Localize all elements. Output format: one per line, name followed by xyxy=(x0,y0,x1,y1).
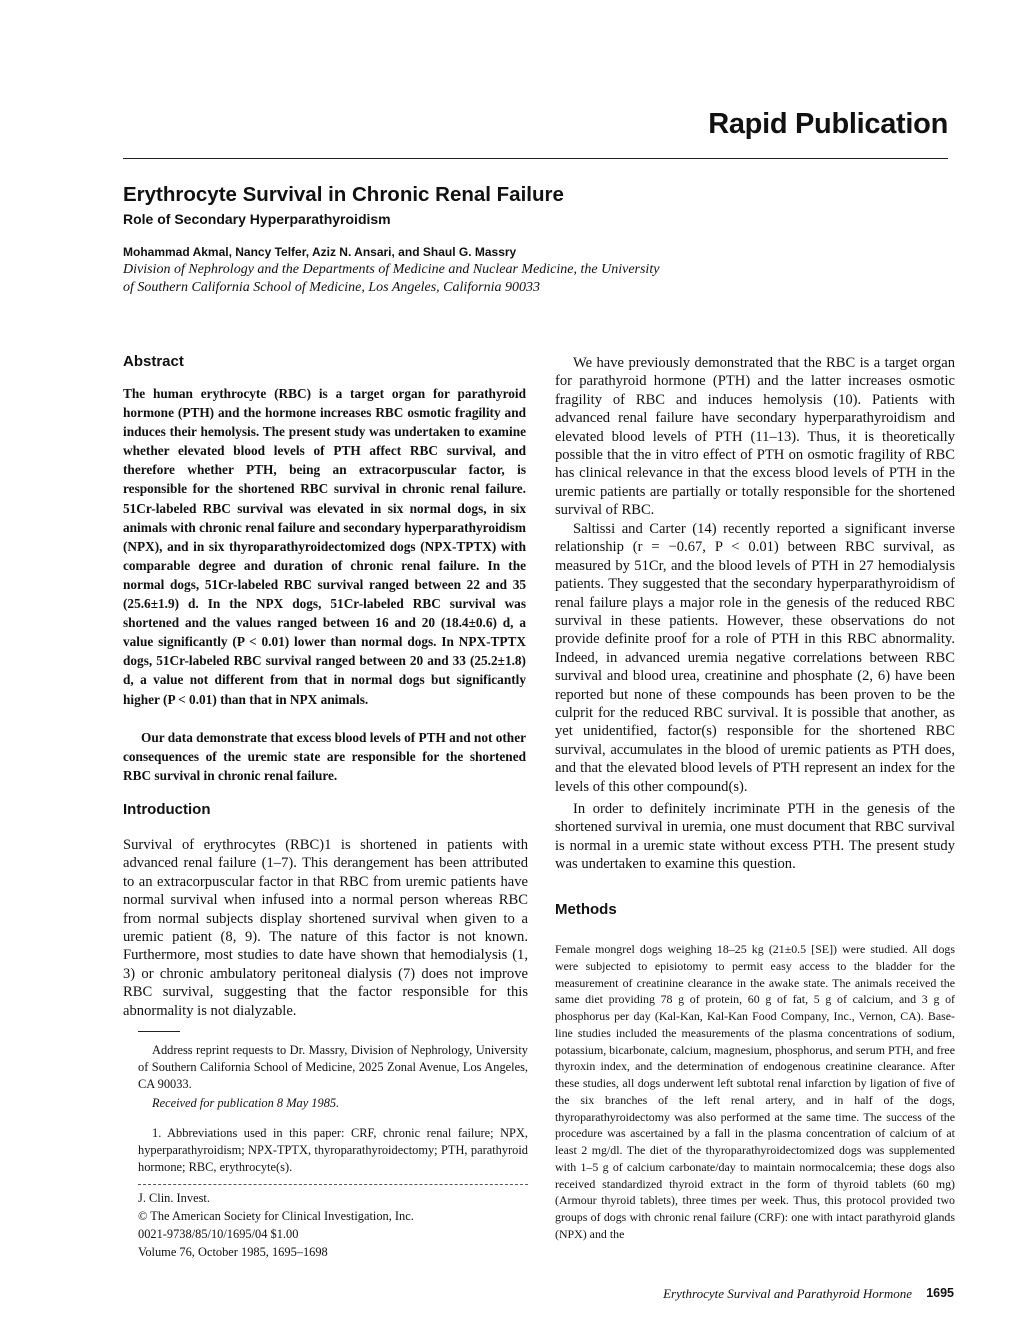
affiliation-line: Division of Nephrology and the Departments of Medicine and Nuclear Medicine, the University xyxy=(123,262,660,277)
correspondence-note: Address reprint requests to Dr. Massry, Division of Nephrology, University of Southern California School of Medicine, 2025 Zonal Avenue, Los Angeles, CA 90033. xyxy=(138,1043,528,1092)
section-label: Rapid Publication xyxy=(708,108,948,140)
header-rule xyxy=(123,158,948,159)
volume-line: Volume 76, October 1985, 1695–1698 xyxy=(138,1245,328,1259)
footnote-rule xyxy=(138,1031,180,1032)
affiliation-line: of Southern California School of Medicine, Los Angeles, California 90033 xyxy=(123,280,541,295)
article-title: Erythrocyte Survival in Chronic Renal Failure xyxy=(123,183,564,206)
author-list: Mohammad Akmal, Nancy Telfer, Aziz N. Ansari, and Shaul G. Massry xyxy=(123,245,517,259)
copyright-line: © The American Society for Clinical Investigation, Inc. xyxy=(138,1209,414,1223)
introduction-heading: Introduction xyxy=(123,801,211,818)
abbreviations-footnote: 1. Abbreviations used in this paper: CRF, chronic renal failure; NPX, hyperparathyroidism; NPX-TPTX, thyroparathyroidectomy; PTH, parathyroid hormone; RBC, erythrocyte(s). xyxy=(138,1126,528,1175)
page-number: 1695 xyxy=(926,1286,954,1300)
abstract-heading: Abstract xyxy=(123,353,184,370)
methods-heading: Methods xyxy=(555,901,617,918)
body-paragraph: Survival of erythrocytes (RBC)1 is shortened in patients with advanced renal failure (1–7). This derangement has been attributed to an extracorpuscular factor in that RBC from uremic patients have normal survival when infused into a normal person whereas RBC from normal subjects display shortened survival when given to a uremic patient (8, 9). The nature of this factor is not known. Furthermore, most studies to date have shown that hemodialysis (1, 3) or chronic ambulatory peritoneal dialysis (7) does not improve RBC survival, suggesting that the factor responsible for this abnormality is not dialyzable. xyxy=(123,837,528,1019)
body-paragraph: Saltissi and Carter (14) recently reported a significant inverse relationship (r = −0.67, P < 0.01) between RBC survival, as measured by 51Cr, and the blood levels of PTH in 27 hemodialysis patients. They suggested that the secondary hyperparathyroidism of renal failure plays a major role in the genesis of the reduced RBC survival in these patients. However, these observations do not provide definite proof for a role of PTH in this RBC abnormality. Indeed, in advanced uremia negative correlations between RBC survival and blood urea, creatinine and phosphate (2, 6) have been reported but none of these compounds has been proven to be the culprit for the reduced RBC survival. It is possible that another, as yet unidentified, factor(s) responsible for the shortened RBC survival, accumulates in the blood of uremic patients as PTH does, and that the elevated blood levels of PTH represent an index for the levels of this other compound(s). xyxy=(555,521,955,795)
abstract-paragraph: Our data demonstrate that excess blood levels of PTH and not other consequences of the uremic state are responsible for the shortened RBC survival in chronic renal failure. xyxy=(123,730,526,784)
running-head: Erythrocyte Survival and Parathyroid Hormone xyxy=(663,1286,912,1301)
abstract-paragraph: The human erythrocyte (RBC) is a target organ for parathyroid hormone (PTH) and the hormone increases RBC osmotic fragility and induces their hemolysis. The present study was undertaken to examine whether elevated blood levels of PTH affect RBC survival, and therefore whether PTH, being an extracorpuscular factor, is responsible for the shortened RBC survival in chronic renal failure. 51Cr-labeled RBC survival was elevated in six normal dogs, in six animals with chronic renal failure and secondary hyperparathyroidism (NPX), and in six thyroparathyroidectomized dogs (NPX-TPTX) with comparable degree and duration of chronic renal failure. In the normal dogs, 51Cr-labeled RBC survival ranged between 22 and 35 (25.6±1.9) d. In the NPX dogs, 51Cr-labeled RBC survival was shortened and the values ranged between 16 and 20 (18.4±0.6) d, a value significantly (P < 0.01) lower than normal dogs. In NPX-TPTX dogs, 51Cr-labeled RBC survival ranged between 20 and 33 (25.2±1.8) d, a value not different from that in normal dogs but significantly higher (P < 0.01) than that in NPX animals. xyxy=(123,386,526,707)
footnote-divider xyxy=(138,1184,528,1185)
received-note: Received for publication 8 May 1985. xyxy=(152,1096,340,1110)
journal-name: J. Clin. Invest. xyxy=(138,1191,210,1205)
body-paragraph: We have previously demonstrated that the RBC is a target organ for parathyroid hormone (PTH) and the latter increases osmotic fragility of RBC and induces hemolysis (10). Patients with advanced renal failure have secondary hyperparathyroidism and elevated blood levels of PTH (11–13). Thus, it is theoretically possible that the in vitro effect of PTH on osmotic fragility of RBC has clinical relevance in that the excess blood levels of PTH in the uremic patients are partially or totally responsible for the shortened survival of RBC. xyxy=(555,355,955,519)
issn-line: 0021-9738/85/10/1695/04 $1.00 xyxy=(138,1227,299,1241)
methods-paragraph: Female mongrel dogs weighing 18–25 kg (21±0.5 [SE]) were studied. All dogs were subjected to episiotomy to permit easy access to the bladder for the measurement of creatinine clearance in the awake state. The animals received the same diet providing 78 g of protein, 60 g of fat, 5 g of calcium, and 3 g of phosphorus per day (Kal-Kan, Kal-Kan Food Company, Inc., Vernon, CA). Base-line studies included the measurements of the plasma concentrations of sodium, potassium, bicarbonate, calcium, magnesium, phosphorus, and serum PTH, and free thyroxin index, and the determination of endogenous creatinine clearance. After these studies, all dogs underwent left subtotal renal infarction by ligation of five of the six branches of the left renal artery, and in half of the dogs, thyroparathyroidectomy was also performed at the same time. The success of the procedure was ascertained by a fall in the plasma concentration of calcium of at least 2 mg/dl. The diet of the thyroparathyroidectomized dogs was supplemented with 1–5 g of calcium carbonate/day to maintain normocalcemia; these dogs also received standardized thyroid extract in the form of thyroid tablets (60 mg) (Armour thyroid tablets), three times per week. Thus, this protocol provided two groups of dogs with chronic renal failure (CRF): one with intact parathyroid glands (NPX) and the xyxy=(555,942,955,1241)
article-subtitle: Role of Secondary Hyperparathyroidism xyxy=(123,211,391,227)
body-paragraph: In order to definitely incriminate PTH in the genesis of the shortened survival in uremia, one must document that RBC survival is normal in a uremic state without excess PTH. The present study was undertaken to examine this question. xyxy=(555,801,955,873)
